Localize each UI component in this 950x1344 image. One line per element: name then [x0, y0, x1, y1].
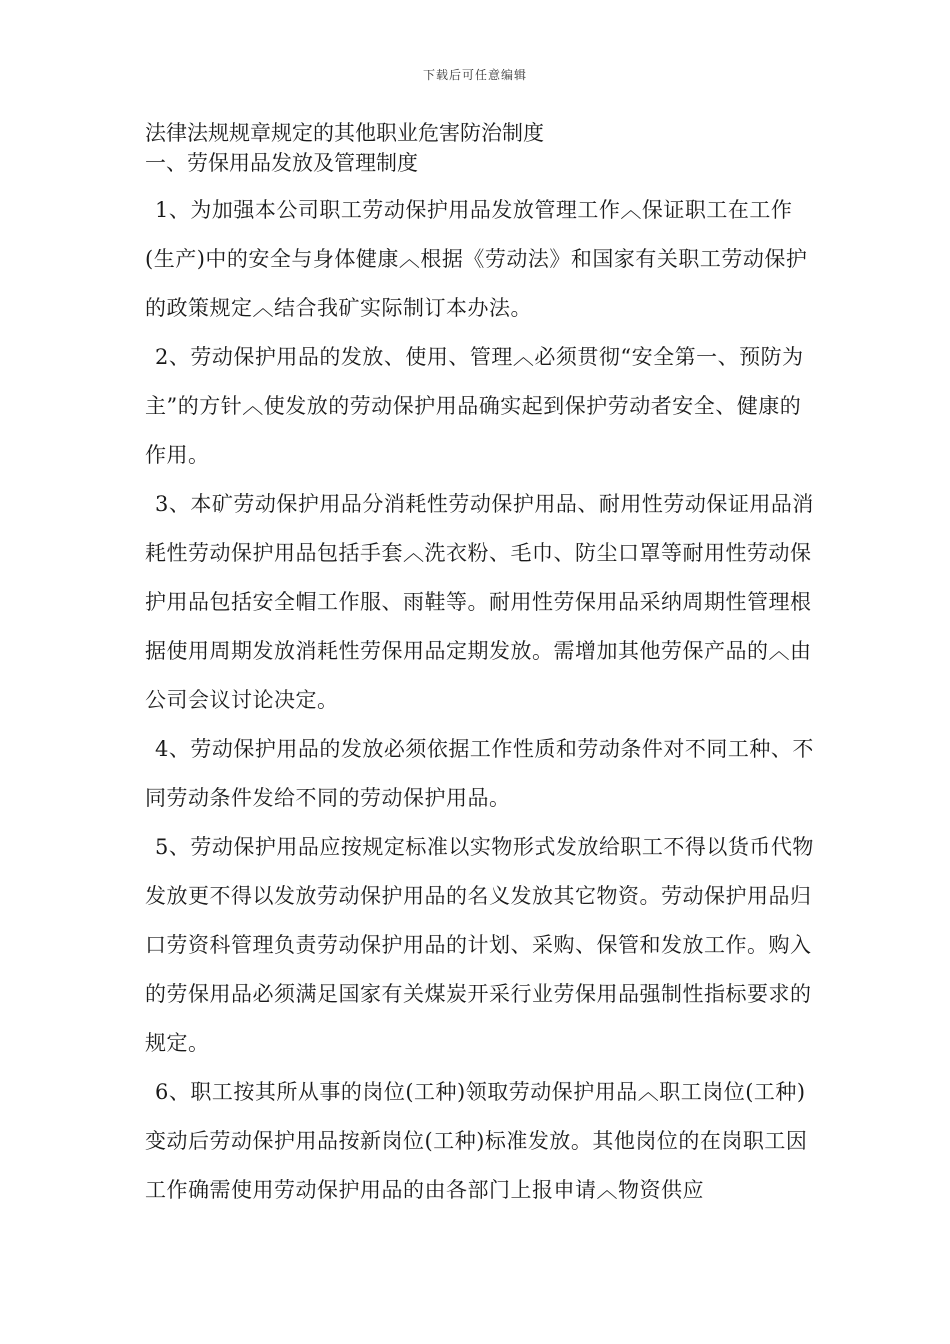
- section-heading: 一、劳保用品发放及管理制度: [145, 151, 418, 175]
- header-note: 下载后可任意编辑: [422, 68, 527, 82]
- paragraph-6: 6、职工按其所从事的岗位(工种)领取劳动保护用品︿职工岗位(工种)变动后劳动保护用品按新岗位(工种)标准发放。其他岗位的在岗职工因工作确需使用劳动保护用品的由各部门上报申请︿物资供应: [145, 1080, 808, 1202]
- paragraph-2: 2、劳动保护用品的发放、使用、管理︿必须贯彻“安全第一、预防为主”的方针︿使发放的劳动保护用品确实起到保护劳动者安全、健康的作用。: [145, 345, 804, 467]
- document-body: [145, 118, 815, 1215]
- paragraph-5: 5、劳动保护用品应按规定标准以实物形式发放给职工不得以货币代物发放更不得以发放劳动保护用品的名义发放其它物资。劳动保护用品归口劳资科管理负责劳动保护用品的计划、采购、保管和发放工作。购入的劳保用品必须满足国家有关煤炭开采行业劳保用品强制性指标要求的规定。: [145, 835, 814, 1055]
- paragraph-list: [145, 186, 815, 1215]
- paragraph-3: 3、本矿劳动保护用品分消耗性劳动保护用品、耐用性劳动保证用品消耗性劳动保护用品包括手套︿洗衣粉、毛巾、防尘口罩等耐用性劳动保护用品包括安全帽工作服、雨鞋等。耐用性劳保用品采纳周期性管理根据使用周期发放消耗性劳保用品定期发放。需增加其他劳保产品的︿由公司会议讨论决定。: [145, 492, 814, 712]
- paragraph-4: 4、劳动保护用品的发放必须依据工作性质和劳动条件对不同工种、不同劳动条件发给不同的劳动保护用品。: [145, 737, 814, 810]
- document-title: 法律法规规章规定的其他职业危害防治制度: [145, 121, 544, 145]
- paragraph-1: 1、为加强本公司职工劳动保护用品发放管理工作︿保证职工在工作(生产)中的安全与身体健康︿根据《劳动法》和国家有关职工劳动保护的政策规定︿结合我矿实际制订本办法。: [145, 198, 808, 320]
